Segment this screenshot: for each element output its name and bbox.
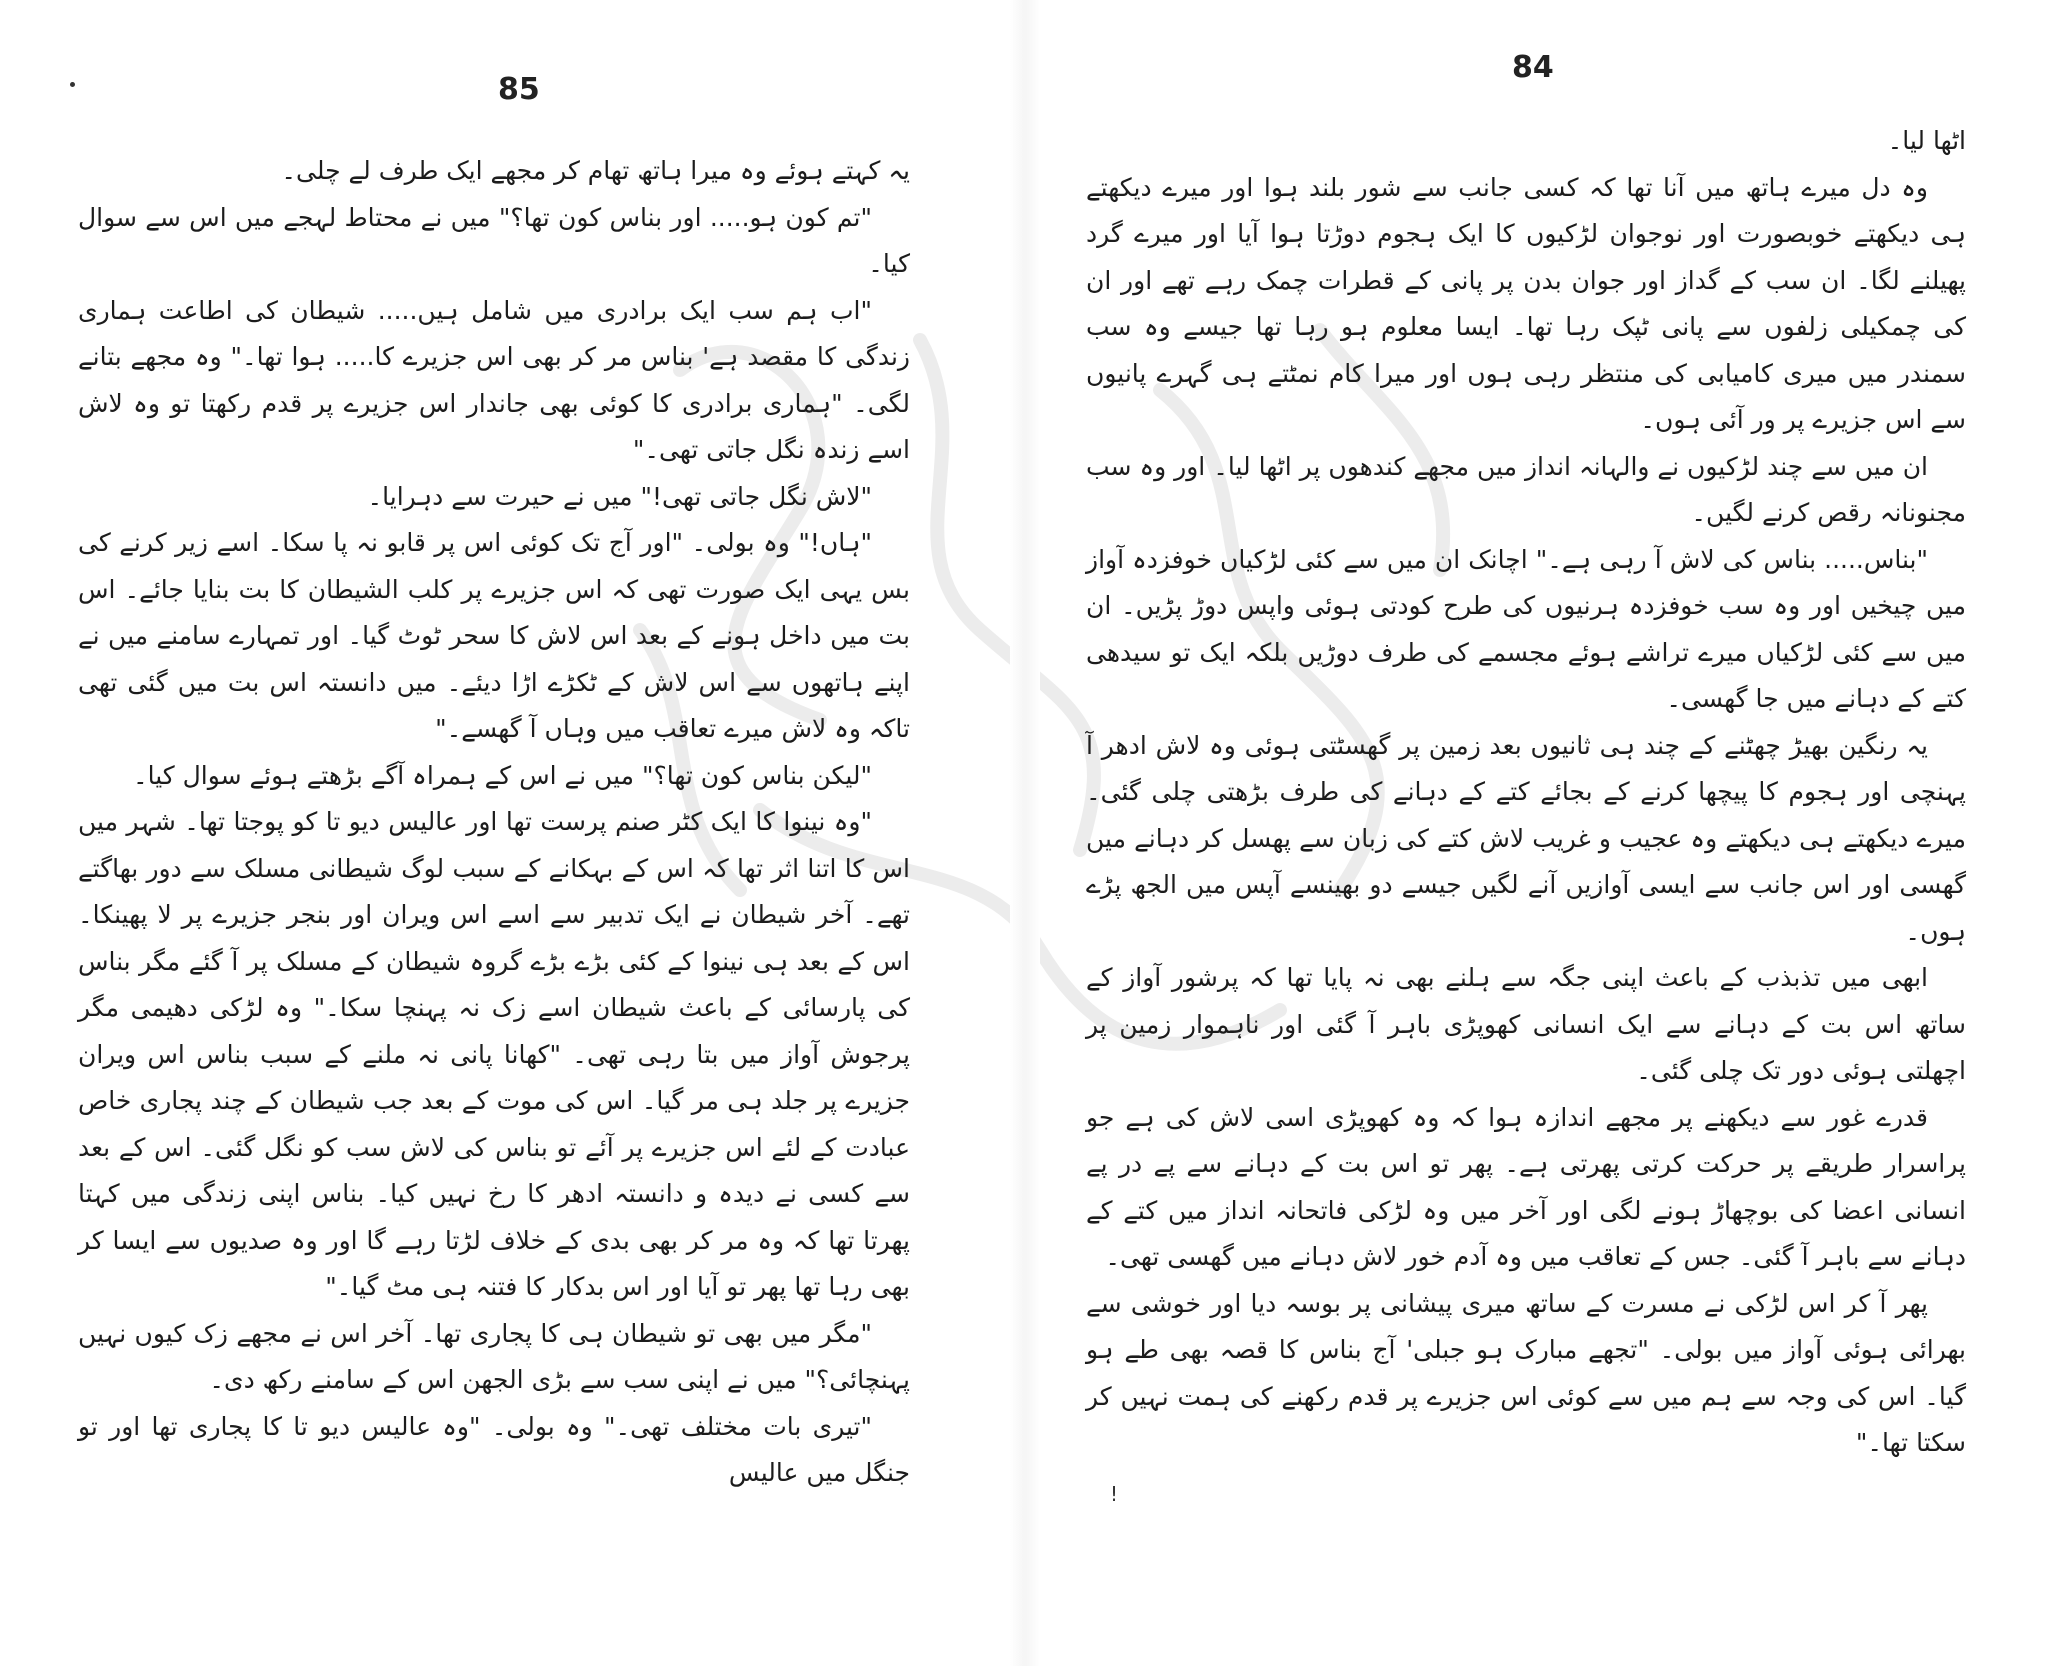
page-text [78,148,910,1497]
paragraph: "مگر میں بھی تو شیطان ہی کا پجاری تھا۔ آخر اس نے مجھے زک کیوں نہیں پہنچائی؟" میں نے اپنی سب سے بڑی الجھن اس کے سامنے رکھ دی۔ [78,1318,910,1394]
paragraph: قدرے غور سے دیکھنے پر مجھے اندازہ ہوا کہ وہ کھوپڑی اسی لاش کی ہے جو پراسرار طریقے پر حرکت کرتی پھرتی ہے۔ پھر تو اس بت کے دہانے سے پے در پے انسانی اعضا کی بوچھاڑ ہونے لگی اور آخر میں وہ لڑکی فاتحانہ انداز میں کتے کے دہانے سے باہر آ گئی۔ جس کے تعاقب میں وہ آدم خور لاش دہانے میں گھسی تھی۔ [1086,1102,1966,1271]
paragraph: وہ دل میرے ہاتھ میں آنا تھا کہ کسی جانب سے شور بلند ہوا اور میرے دیکھتے ہی دیکھتے خوبصورت اور نوجوان لڑکیوں کا ایک ہجوم دوڑتا ہوا آیا اور میرے گرد پھیلنے لگا۔ ان سب کے گداز اور جوان بدن پر پانی کے قطرات چمک رہے تھے اور ان کی چمکیلی زلفوں سے پانی ٹپک رہا تھا۔ ایسا معلوم ہو رہا تھا جیسے وہ سب سمندر میں میری کامیابی کی منتظر رہی ہوں اور میرا کام نمٹتے ہی گہرے پانیوں سے اس جزیرے پر ور آئی ہوں۔ [1086,172,1966,434]
paragraph: "تم کون ہو..... اور بناس کون تھا؟" میں نے محتاط لہجے میں اس سے سوال کیا۔ [78,202,910,278]
stray-ink-dot [70,82,75,87]
book-gutter [1010,0,1040,1666]
margin-note: ! [1110,1482,1119,1506]
right-page [1040,0,2048,1666]
page-number: 85 [498,72,540,107]
paragraph: "تیری بات مختلف تھی۔" وہ بولی۔ "وہ عالیس دیو تا کا پجاری تھا اور تو جنگل میں عالیس [78,1411,910,1487]
paragraph: "لاش نگل جاتی تھی!" میں نے حیرت سے دہرایا۔ [367,481,872,511]
paragraph: ابھی میں تذبذب کے باعث اپنی جگہ سے ہلنے بھی نہ پایا تھا کہ پرشور آواز کے ساتھ اس بت کے دہانے سے ایک انسانی کھوپڑی باہر آ گئی اور ناہموار زمین پر اچھلتی ہوئی دور تک چلی گئی۔ [1086,963,1966,1085]
paragraph: "اب ہم سب ایک برادری میں شامل ہیں..... شیطان کی اطاعت ہماری زندگی کا مقصد ہے' بناس مر کر بھی اس جزیرے کا..... ہوا تھا۔" وہ مجھے بتانے لگی۔ "ہماری برادری کا کوئی بھی جاندار اس جزیرے پر قدم رکھتا تو وہ لاش اسے زندہ نگل جاتی تھی۔" [78,295,910,464]
paragraph: "بناس..... بناس کی لاش آ رہی ہے۔" اچانک ان میں سے کئی لڑکیاں خوفزدہ آواز میں چیخیں اور وہ سب خوفزدہ ہرنیوں کی طرح کودتی ہوئی واپس دوڑ پڑیں۔ ان میں سے کئی لڑکیاں میرے تراشے ہوئے مجسمے کی طرف دوڑیں بلکہ ایک تو سیدھی کتے کے دہانے میں جا گھسی۔ [1086,544,1966,713]
page-number: 84 [1512,50,1554,85]
paragraph: ان میں سے چند لڑکیوں نے والہانہ انداز میں مجھے کندھوں پر اٹھا لیا۔ اور وہ سب مجنونانہ رقص کرنے لگیں۔ [1086,451,1966,527]
paragraph: "ہاں!" وہ بولی۔ "اور آج تک کوئی اس پر قابو نہ پا سکا۔ اسے زیر کرنے کی بس یہی ایک صورت تھی کہ اس جزیرے پر کلب الشیطان کا بت بنایا جائے۔ اس بت میں داخل ہونے کے بعد اس لاش کا سحر ٹوٹ گیا۔ اور تمہارے سامنے میں نے اپنے ہاتھوں سے اس لاش کے ٹکڑے اڑا دیئے۔ میں دانستہ اس بت میں گئی تھی تاکہ وہ لاش میرے تعاقب میں وہاں آ گھسے۔" [78,528,910,743]
paragraph: "وہ نینوا کا ایک کٹر صنم پرست تھا اور عالیس دیو تا کو پوجتا تھا۔ شہر میں اس کا اتنا اثر تھا کہ اس کے بہکانے کے سبب لوگ شیطانی مسلک سے دور بھاگتے تھے۔ آخر شیطان نے ایک تدبیر سے اسے اس ویران اور بنجر جزیرے پر لا پھینکا۔ اس کے بعد ہی نینوا کے کئی بڑے بڑے گروہ شیطان کے مسلک پر آ گئے مگر بناس کی پارسائی کے باعث شیطان اسے زک نہ پہنچا سکا۔" وہ لڑکی دھیمی مگر پرجوش آواز میں بتا رہی تھی۔ "کھانا پانی نہ ملنے کے سبب بناس اس ویران جزیرے پر جلد ہی مر گیا۔ اس کی موت کے بعد جب شیطان کے چند پجاری خاص عبادت کے لئے اس جزیرے پر آئے تو بناس کی لاش سب کو نگل گئی۔ اس کے بعد سے کسی نے دیدہ و دانستہ ادھر کا رخ نہیں کیا۔ بناس اپنی زندگی میں کہتا پھرتا تھا کہ وہ مر کر بھی بدی کے خلاف لڑتا رہے گا اور وہ صدیوں سے ایسا کر بھی رہا تھا پھر تو آیا اور اس بدکار کا فتنہ ہی مٹ گیا۔" [78,807,910,1301]
paragraph: یہ رنگین بھیڑ چھٹنے کے چند ہی ثانیوں بعد زمین پر گھسٹتی ہوئی وہ لاش ادھر آ پہنچی اور ہجوم کا پیچھا کرنے کے بجائے کتے کے دہانے کی طرف بڑھتی چلی گئی۔ میرے دیکھتے ہی دیکھتے وہ عجیب و غریب لاش کتے کی زبان سے پھسل کر دہانے میں گھسی اور اس جانب سے ایسی آوازیں آنے لگیں جیسے دو بھینسے آپس میں الجھ پڑے ہوں۔ [1086,730,1966,946]
paragraph: پھر آ کر اس لڑکی نے مسرت کے ساتھ میری پیشانی پر بوسہ دیا اور خوشی سے بھرائی ہوئی آواز میں بولی۔ "تجھے مبارک ہو جبلی' آج بناس کا قصہ بھی طے ہو گیا۔ اس کی وجہ سے ہم میں سے کوئی اس جزیرے پر قدم رکھنے کی ہمت نہیں کر سکتا تھا۔" [1086,1288,1966,1457]
page-text [1086,118,1966,1467]
paragraph: اٹھا لیا۔ [1887,126,1966,155]
left-page [0,0,1010,1666]
paragraph: یہ کہتے ہوئے وہ میرا ہاتھ تھام کر مجھے ایک طرف لے چلی۔ [281,156,910,185]
paragraph: "لیکن بناس کون تھا؟" میں نے اس کے ہمراہ آگے بڑھتے ہوئے سوال کیا۔ [132,760,872,790]
